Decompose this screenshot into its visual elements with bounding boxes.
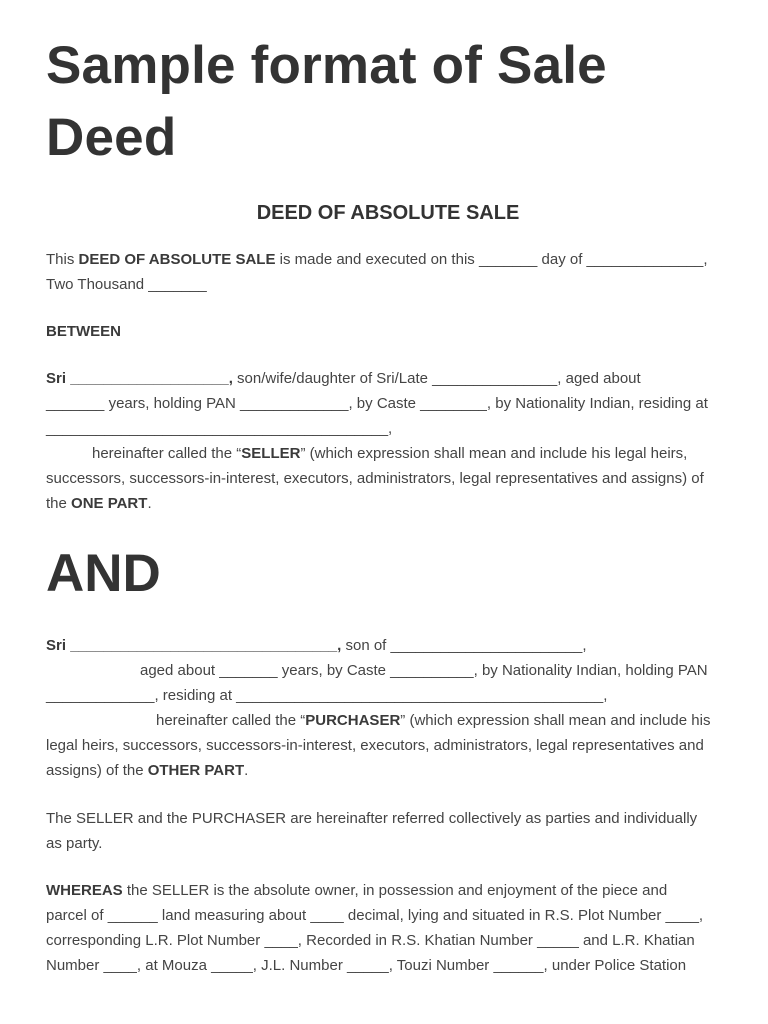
seller-name-blank: ___________________, <box>70 370 233 387</box>
purchaser-text: ” (which expression shall mean and include his <box>400 712 711 729</box>
parties-line-1: The SELLER and the PURCHASER are hereinafter referred collectively as parties and individually <box>46 810 698 827</box>
intro-text: is made and executed on this _______ day of ______________, <box>275 251 708 268</box>
purchaser-paragraph <box>46 633 734 783</box>
seller-sri: Sri <box>46 370 71 387</box>
seller-line-3: _________________________________________, <box>46 420 393 437</box>
purchaser-text: son of _______________________, <box>341 637 587 654</box>
intro-line-1 <box>46 247 734 272</box>
seller-text: hereinafter called the “ <box>92 445 242 462</box>
purchaser-line-4 <box>46 708 734 733</box>
purchaser-text: . <box>244 762 249 779</box>
seller-part: ONE PART <box>71 495 148 512</box>
intro-paragraph <box>46 247 734 297</box>
seller-line-4 <box>46 441 734 466</box>
intro-bold-text: DEED OF ABSOLUTE SALE <box>78 251 276 268</box>
purchaser-line-1 <box>46 633 734 658</box>
between-text: BETWEEN <box>46 323 121 340</box>
purchaser-part: OTHER PART <box>147 762 245 779</box>
whereas-line-1 <box>46 878 734 903</box>
seller-paragraph <box>46 366 734 516</box>
seller-line-1 <box>46 366 734 391</box>
intro-line-2: Two Thousand _______ <box>46 276 207 293</box>
purchaser-role: PURCHASER <box>305 712 401 729</box>
deed-heading: DEED OF ABSOLUTE SALE <box>256 202 520 224</box>
purchaser-sri: Sri <box>46 637 71 654</box>
seller-line-5: successors, successors-in-interest, executors, administrators, legal representatives and assigns) of <box>46 470 704 487</box>
page-title: Sample format of Sale Deed <box>46 36 607 167</box>
parties-paragraph <box>46 806 734 856</box>
intro-text: This <box>46 251 79 268</box>
purchaser-text: assigns) of the <box>46 762 148 779</box>
whereas-keyword: WHEREAS <box>46 882 123 899</box>
between-label <box>46 319 734 344</box>
whereas-text: the SELLER is the absolute owner, in possession and enjoyment of the piece and <box>122 882 668 899</box>
purchaser-name-blank: ________________________________, <box>70 637 342 654</box>
seller-role: SELLER <box>241 445 301 462</box>
purchaser-line-5: legal heirs, successors, successors-in-interest, executors, administrators, legal representatives and <box>46 737 704 754</box>
purchaser-line-2: aged about _______ years, by Caste __________, by Nationality Indian, holding PAN <box>140 662 708 679</box>
whereas-line-2: parcel of ______ land measuring about ____ decimal, lying and situated in R.S. Plot Number ____, <box>46 907 704 924</box>
whereas-paragraph <box>46 878 734 978</box>
seller-text: . <box>147 495 152 512</box>
whereas-line-3: corresponding L.R. Plot Number ____, Recorded in R.S. Khatian Number _____ and L.R. Khatian <box>46 932 695 949</box>
purchaser-line-3: _____________, residing at ____________________________________________, <box>46 687 608 704</box>
seller-line-6 <box>46 491 734 516</box>
and-heading: AND <box>46 544 161 603</box>
seller-text: son/wife/daughter of Sri/Late _______________, aged about <box>232 370 641 387</box>
seller-text: ” (which expression shall mean and include his legal heirs, <box>300 445 688 462</box>
whereas-line-4: Number ____, at Mouza _____, J.L. Number _____, Touzi Number ______, under Police Station <box>46 957 687 974</box>
purchaser-text: hereinafter called the “ <box>156 712 306 729</box>
parties-line-2: as party. <box>46 835 103 852</box>
purchaser-line-6 <box>46 758 734 783</box>
seller-text: the <box>46 495 72 512</box>
seller-line-2: _______ years, holding PAN _____________, by Caste ________, by Nationality Indian, residing at <box>46 395 708 412</box>
